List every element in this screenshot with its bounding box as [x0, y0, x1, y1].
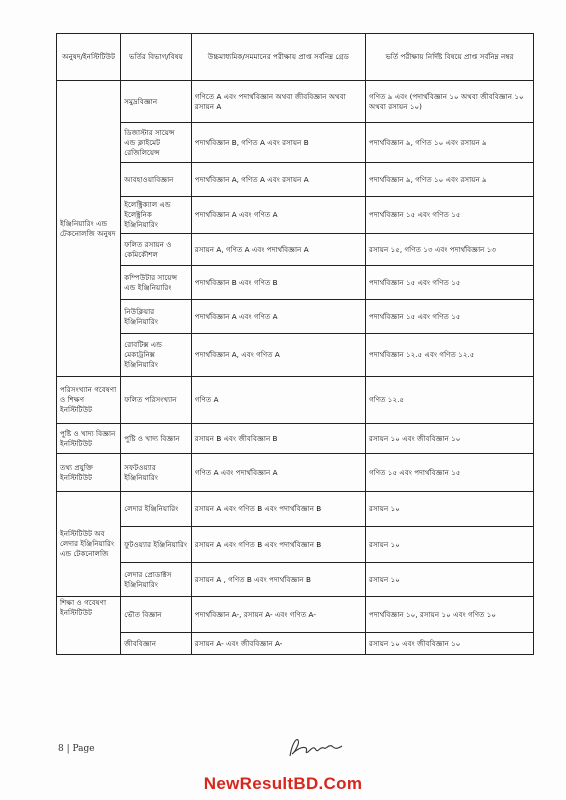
table-row — [57, 163, 534, 197]
department-cell: ফুটওয়্যার ইঞ্জিনিয়ারিং — [121, 527, 192, 563]
table-row — [57, 197, 534, 234]
table-row — [57, 377, 534, 424]
department-cell: ফলিত পরিসংখ্যান — [121, 377, 192, 424]
admission-marks-cell: রসায়ন ১০ এবং জীববিজ্ঞান ১০ — [365, 633, 533, 655]
admission-marks-cell: রসায়ন ১০ — [365, 492, 533, 527]
table-row — [57, 334, 534, 377]
table-row — [57, 492, 534, 527]
hsc-grade-cell: রসায়ন B এবং জীববিজ্ঞান B — [191, 424, 365, 454]
hsc-grade-cell: গণিত A এবং পদার্থবিজ্ঞান A — [191, 454, 365, 492]
department-cell: ডিজাস্টার সায়েন্স এন্ড ক্লাইমেট রেজিলিয়েন্স — [121, 123, 192, 163]
department-cell: ফলিত রসায়ন ও কেমিকৌশল — [121, 234, 192, 266]
admission-marks-cell: রসায়ন ১৫, গণিত ১৩ এবং পদার্থবিজ্ঞান ১৩ — [365, 234, 533, 266]
site-watermark: NewResultBD.Com — [203, 774, 363, 793]
admission-marks-cell: রসায়ন ১০ এবং জীববিজ্ঞান ১০ — [365, 424, 533, 454]
table-header-row — [57, 34, 534, 81]
faculty-cell: শিক্ষা ও গবেষণা ইনস্টিটিউট — [57, 597, 121, 655]
header-admission-marks: ভর্তি পরীক্ষায় নির্দিষ্ট বিষয়ে প্রাপ্ত সর্বনিম্ন নম্বর — [365, 34, 533, 81]
faculty-cell: পুষ্টি ও খাদ্য বিজ্ঞান ইনস্টিটিউট — [57, 424, 121, 454]
hsc-grade-cell: পদার্থবিজ্ঞান B, গণিত A এবং রসায়ন B — [191, 123, 365, 163]
hsc-grade-cell: পদার্থবিজ্ঞান B এবং গণিত B — [191, 266, 365, 300]
table-row — [57, 300, 534, 334]
department-cell: পুষ্টি ও খাদ্য বিজ্ঞান — [121, 424, 192, 454]
hsc-grade-cell: রসায়ন A, গণিত A এবং পদার্থবিজ্ঞান A — [191, 234, 365, 266]
header-faculty: অনুষদ/ইনস্টিটিউট — [57, 34, 121, 81]
admission-marks-cell: পদার্থবিজ্ঞান ৯, গণিত ১০ এবং রসায়ন ৯ — [365, 123, 533, 163]
department-cell: রোবটিক্স এন্ড মেকাট্রনিক্স ইঞ্জিনিয়ারিং — [121, 334, 192, 377]
hsc-grade-cell: গণিতে A এবং পদার্থবিজ্ঞান অথবা জীববিজ্ঞান অথবা রসায়ন A — [191, 81, 365, 123]
table-row — [57, 266, 534, 300]
department-cell: জীববিজ্ঞান — [121, 633, 192, 655]
department-cell: আবহাওয়াবিজ্ঞান — [121, 163, 192, 197]
hsc-grade-cell: গণিত A — [191, 377, 365, 424]
admission-marks-cell: গণিত ১৫ এবং পদার্থবিজ্ঞান ১৫ — [365, 454, 533, 492]
department-cell: কম্পিউটার সায়েন্স এন্ড ইঞ্জিনিয়ারিং — [121, 266, 192, 300]
hsc-grade-cell: পদার্থবিজ্ঞান A এবং গণিত A — [191, 300, 365, 334]
department-cell: লেদার প্রোডাক্টস ইঞ্জিনিয়ারিং — [121, 563, 192, 597]
department-cell: ইলেক্ট্রিক্যাল এন্ড ইলেক্ট্রনিক ইঞ্জিনিয়ারিং — [121, 197, 192, 234]
table-row — [57, 527, 534, 563]
hsc-grade-cell: রসায়ন A এবং গণিত B এবং পদার্থবিজ্ঞান B — [191, 492, 365, 527]
table-row — [57, 81, 534, 123]
admission-marks-cell: পদার্থবিজ্ঞান ১৫ এবং গণিত ১৫ — [365, 300, 533, 334]
page-number: 8 | Page — [58, 744, 95, 754]
table-row — [57, 597, 534, 633]
table-row — [57, 633, 534, 655]
admission-marks-cell: পদার্থবিজ্ঞান ১০, রসায়ন ১০ এবং গণিত ১০ — [365, 597, 533, 633]
faculty-cell: ইঞ্জিনিয়ারিং এন্ড টেকনোলজি অনুষদ — [57, 81, 121, 377]
hsc-grade-cell: পদার্থবিজ্ঞান A-, রসায়ন A- এবং গণিত A- — [191, 597, 365, 633]
table-row — [57, 563, 534, 597]
header-hsc-grade: উচ্চমাধ্যমিক/সমমানের পরীক্ষায় প্রাপ্ত সর্বনিম্ন গ্রেড — [191, 34, 365, 81]
faculty-cell: ইনস্টিটিউট অব লেদার ইঞ্জিনিয়ারিং এন্ড টেকনোলজি — [57, 492, 121, 597]
faculty-cell: তথ্য প্রযুক্তি ইনস্টিটিউট — [57, 454, 121, 492]
hsc-grade-cell: রসায়ন A , গণিত B এবং পদার্থবিজ্ঞান B — [191, 563, 365, 597]
department-cell: ভৌত বিজ্ঞান — [121, 597, 192, 633]
hsc-grade-cell: পদার্থবিজ্ঞান A, এবং গণিত A — [191, 334, 365, 377]
admission-marks-cell: পদার্থবিজ্ঞান ১২.৫ এবং গণিত ১২.৫ — [365, 334, 533, 377]
hsc-grade-cell: রসায়ন A- এবং জীববিজ্ঞান A- — [191, 633, 365, 655]
table-row — [57, 123, 534, 163]
hsc-grade-cell: রসায়ন A এবং গণিত B এবং পদার্থবিজ্ঞান B — [191, 527, 365, 563]
department-cell: সফটওয়্যার ইঞ্জিনিয়ারিং — [121, 454, 192, 492]
admission-marks-cell: পদার্থবিজ্ঞান ১৫ এবং গণিত ১৫ — [365, 266, 533, 300]
signature-icon — [286, 734, 346, 760]
hsc-grade-cell: পদার্থবিজ্ঞান A, গণিত A এবং রসায়ন A — [191, 163, 365, 197]
admission-marks-cell: পদার্থবিজ্ঞান ১৫ এবং গণিত ১৫ — [365, 197, 533, 234]
admission-requirements-table — [56, 33, 534, 655]
table-row — [57, 424, 534, 454]
faculty-cell: পরিসংখ্যান গবেষণা ও শিক্ষণ ইনস্টিটিউট — [57, 377, 121, 424]
header-department: ভর্তির বিভাগ/বিষয় — [121, 34, 192, 81]
admission-marks-cell: পদার্থবিজ্ঞান ৯, গণিত ১০ এবং রসায়ন ৯ — [365, 163, 533, 197]
hsc-grade-cell: পদার্থবিজ্ঞান A এবং গণিত A — [191, 197, 365, 234]
admission-marks-cell: গণিত ৯ এবং (পদার্থবিজ্ঞান ১০ অথবা জীববিজ্ঞান ১০ অথবা রসায়ন ১০) — [365, 81, 533, 123]
table-row — [57, 234, 534, 266]
admission-marks-cell: রসায়ন ১০ — [365, 563, 533, 597]
department-cell: সমুদ্রবিজ্ঞান — [121, 81, 192, 123]
table-row — [57, 454, 534, 492]
admission-marks-cell: রসায়ন ১০ — [365, 527, 533, 563]
admission-marks-cell: গণিত ১২.৫ — [365, 377, 533, 424]
department-cell: নিউক্লিয়ার ইঞ্জিনিয়ারিং — [121, 300, 192, 334]
department-cell: লেদার ইঞ্জিনিয়ারিং — [121, 492, 192, 527]
